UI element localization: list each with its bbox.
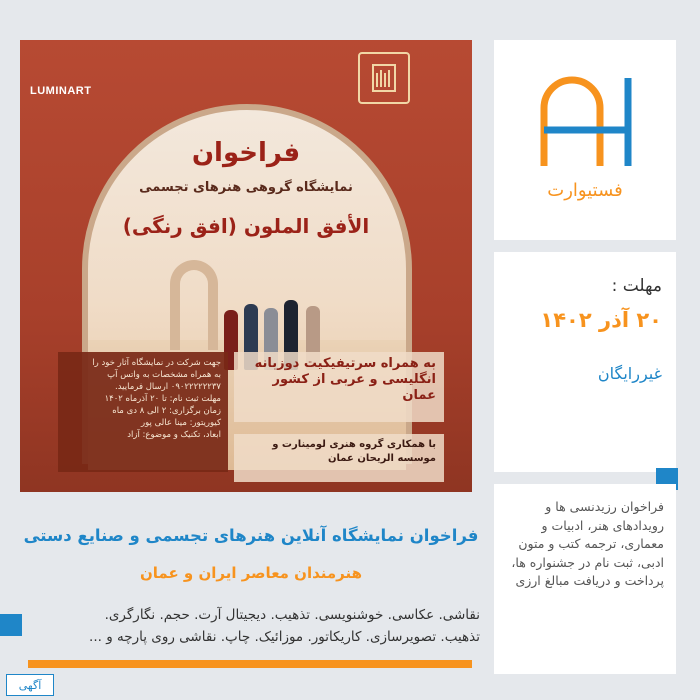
ad-badge[interactable]: آگهی xyxy=(6,674,54,696)
poster-info-line: مهلت ثبت نام: تا ۲۰ آذرماه ۱۴۰۲ xyxy=(104,394,221,404)
post-headline[interactable]: فراخوان نمایشگاه آنلاین هنرهای تجسمی و صنایع دستی xyxy=(23,526,479,545)
poster-image[interactable] xyxy=(20,40,472,492)
deadline-card xyxy=(494,252,676,472)
category-tags xyxy=(28,604,480,648)
description-card xyxy=(494,484,676,674)
description-text: فراخوان رزیدنسی ها و رویدادهای هنر، ادبیات و معماری، ترجمه کتب و متون ادبی، ثبت نام در جشنواره ها، پرداخت و دریافت مبالغ ارزی xyxy=(511,499,664,588)
luminart-logo: LUMINART xyxy=(30,85,92,97)
poster-info-line: ابعاد، تکنیک و موضوع: آزاد xyxy=(127,430,221,440)
poster-subtitle: نمایشگاه گروهی هنرهای تجسمی xyxy=(139,180,353,195)
poster-info-line: زمان برگزاری: ۲ الی ۸ دی ماه xyxy=(112,406,221,416)
brand-card[interactable] xyxy=(494,40,676,240)
poster-info-line: جهت شرکت در نمایشگاه آثار خود را xyxy=(92,358,221,368)
poster-info-line: ۰۹۰۲۲۲۲۲۲۳۷ ارسال فرمایید. xyxy=(115,382,221,392)
poster-collab-note: با همکاری گروه هنری لومینارت و موسسه الریحان عمان xyxy=(234,434,444,482)
seal-emblem-icon xyxy=(358,52,410,104)
fh-monogram-icon xyxy=(532,70,642,170)
poster-certificate-note: به همراه سرتیفیکیت دوزبانه انگلیسی و عربی از کشور عمان xyxy=(234,352,444,422)
orange-divider xyxy=(28,660,472,668)
post-subheadline: هنرمندان معاصر ایران و عمان xyxy=(139,564,363,582)
poster-exhibition-name: الأفق الملون (افق رنگی) xyxy=(122,214,370,238)
poster-ring-arch xyxy=(170,260,218,350)
poster-info-line: کیوریتور: مینا عالی پور xyxy=(141,418,221,428)
poster-info-line: به همراه مشخصات به واتس آپ xyxy=(107,370,221,380)
poster-title: فراخوان xyxy=(191,138,301,168)
fee-status: غیررایگان xyxy=(597,364,662,383)
poster-info-box xyxy=(58,352,228,472)
deadline-label: مهلت : xyxy=(611,276,662,296)
tags-line: تذهیب. تصویرسازی. کاریکاتور. موزائیک. چاپ. نقاشی روی پارچه و ... xyxy=(89,629,480,645)
deadline-date: ۲۰ آذر ۱۴۰۲ xyxy=(540,308,662,332)
brand-name: فستیوارت xyxy=(547,180,623,201)
tags-line: نقاشی. عکاسی. خوشنویسی. تذهیب. دیجیتال آرت. حجم. نگارگری. xyxy=(104,607,480,623)
blue-square-marker xyxy=(0,614,22,636)
